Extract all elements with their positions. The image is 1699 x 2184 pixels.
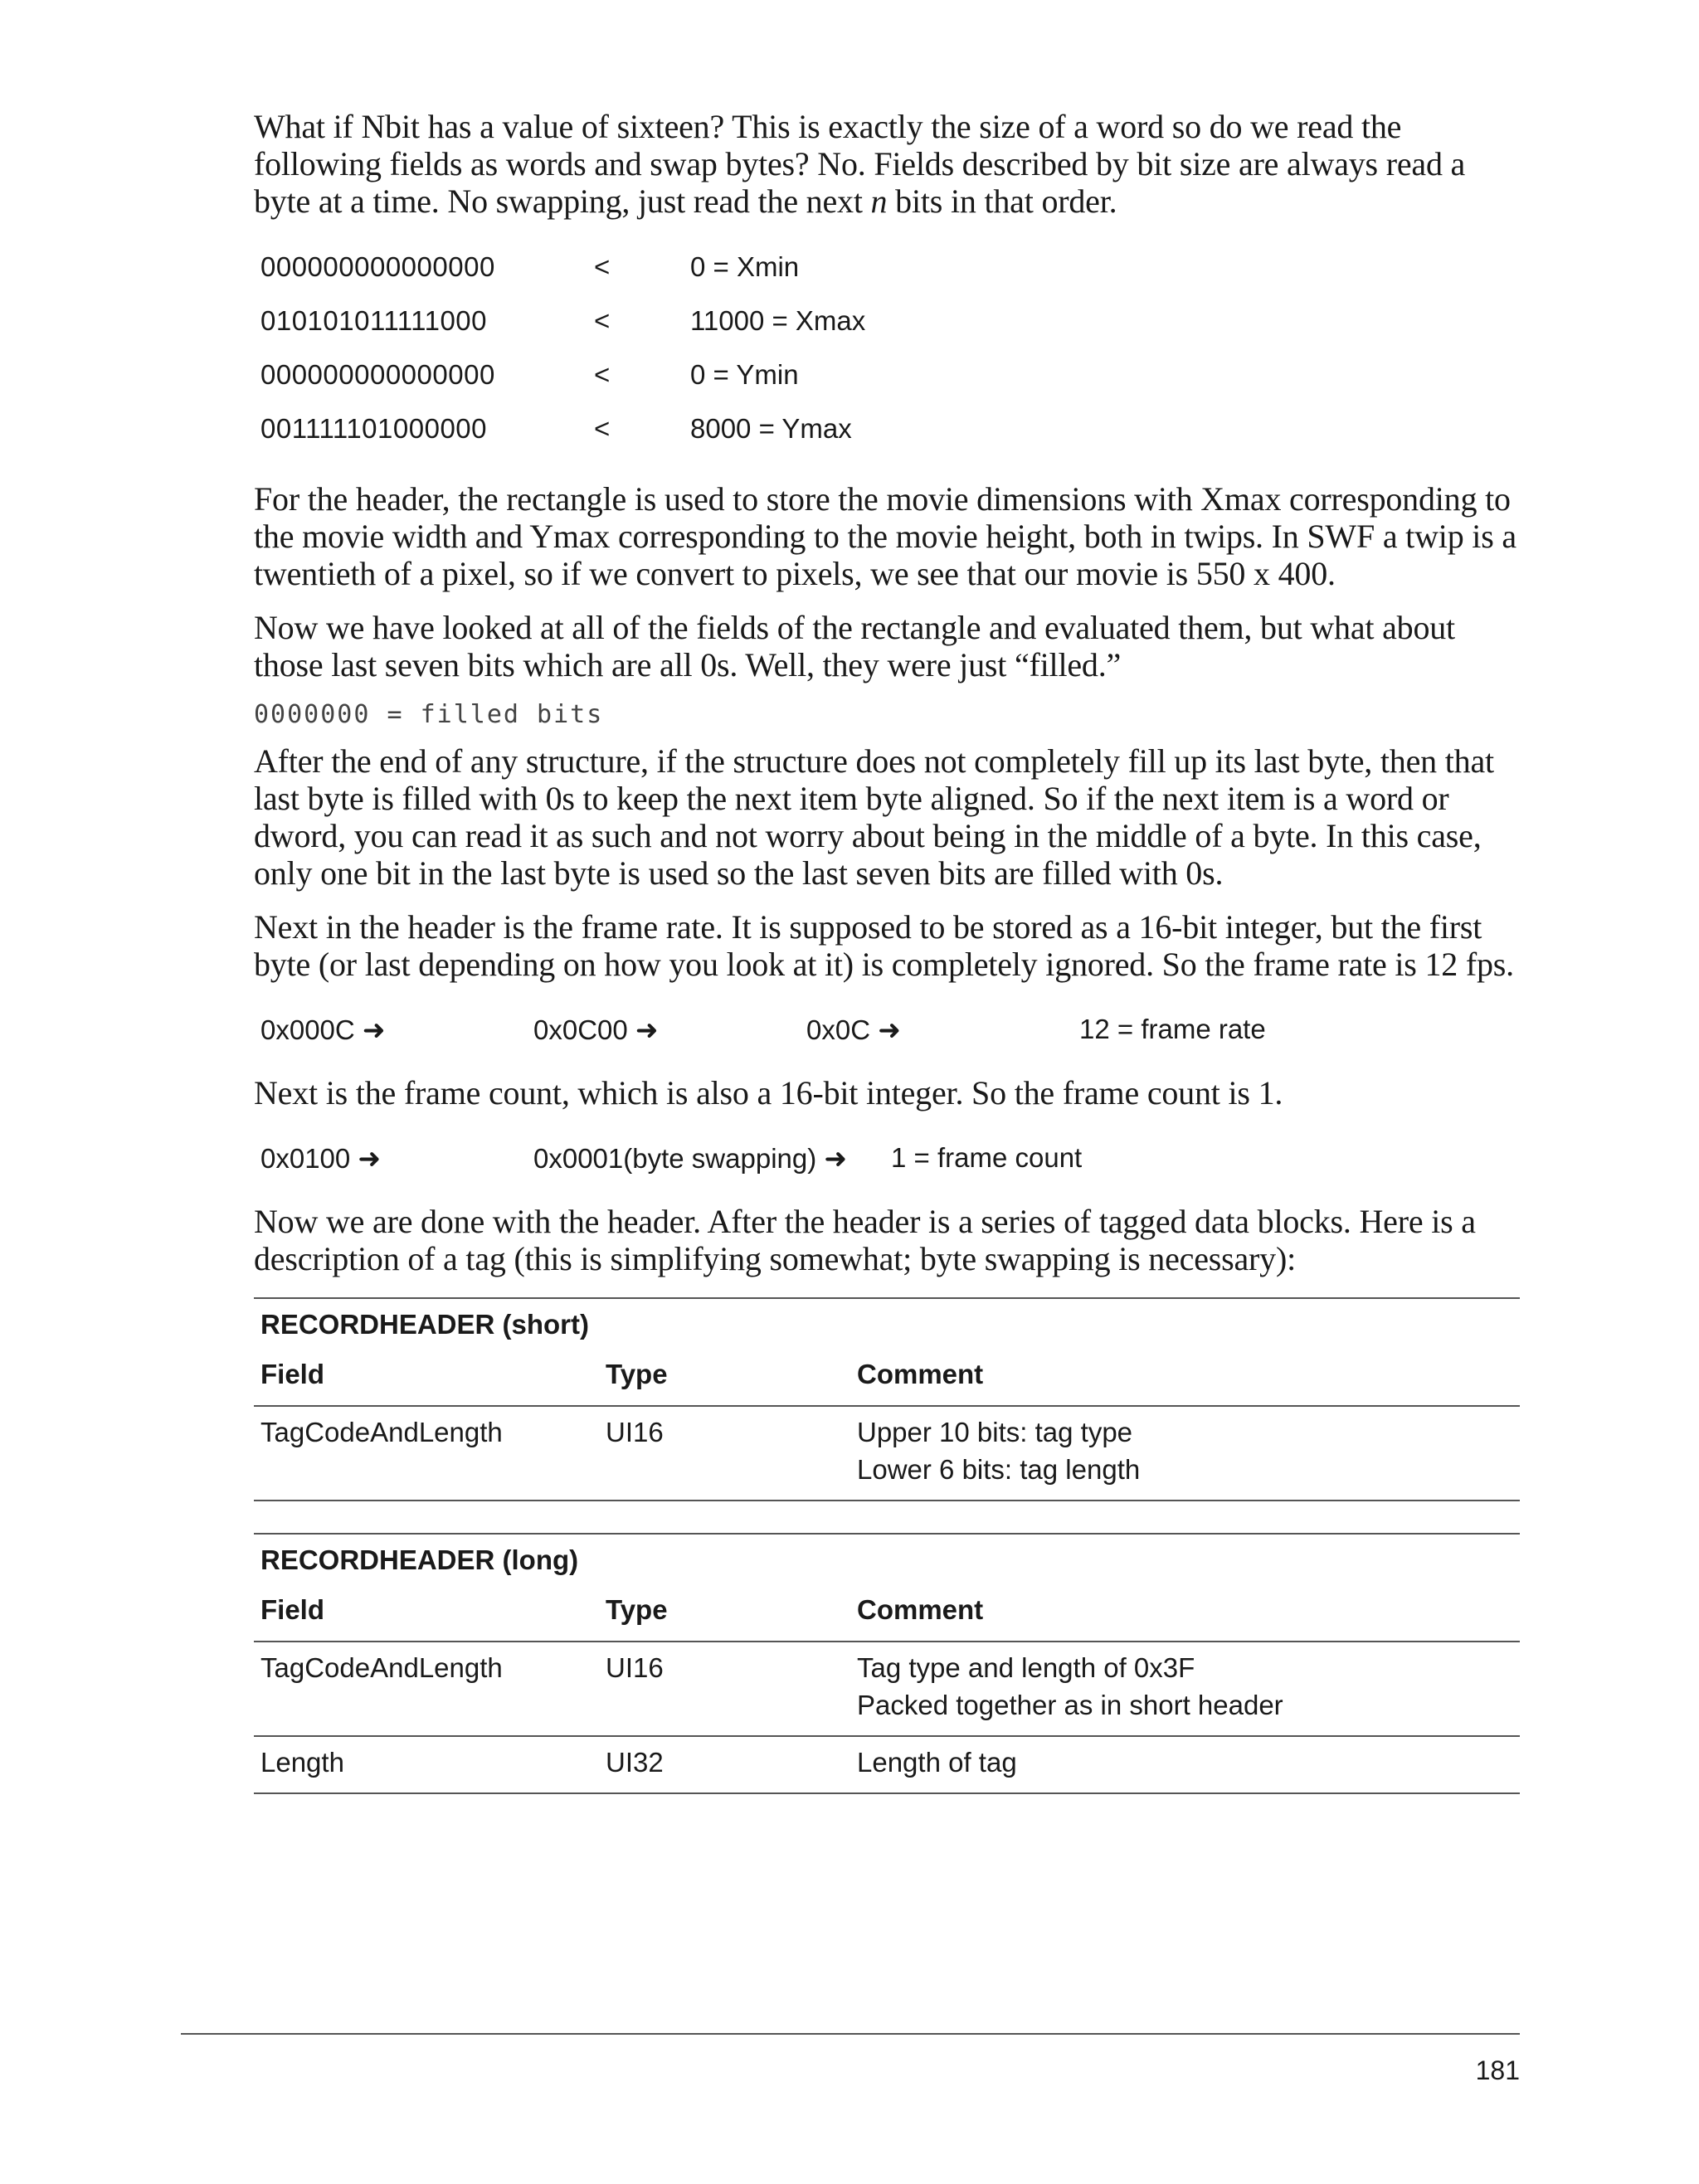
column-header-comment: Comment — [850, 1352, 1520, 1406]
table-row — [254, 1642, 1520, 1736]
paragraph-nbit — [254, 108, 1520, 220]
column-header-field: Field — [254, 1588, 599, 1642]
conv-result: 1 = frame count — [891, 1142, 1083, 1173]
paragraph-text: What if Nbit has a value of sixteen? This is exactly the size of a word so do we read the following fields as words and swap bytes? No. Fields described by bit size are always read a byte at a time. No swapping, just read the next — [254, 108, 1466, 220]
paragraph-frame-rate: Next in the header is the frame rate. It is supposed to be stored as a 16-bit integer, but the first byte (or last depending on how you look at it) is completely ignored. So the frame rate is 12 fps. — [254, 908, 1514, 983]
recordheader-long-table — [254, 1533, 1520, 1794]
table-row — [254, 1736, 1520, 1793]
page-number: 181 — [1475, 2055, 1520, 2085]
conv-step: 0x0C ➜ — [806, 1014, 901, 1045]
frame-count-conversion — [260, 1141, 1520, 1175]
decoded-value: 11000 = Xmax — [690, 304, 866, 336]
bits-value: 000000000000000 — [260, 251, 495, 282]
conv-step: 0x000C ➜ — [260, 1014, 386, 1045]
arrow-glyph: < — [594, 412, 611, 444]
paragraph-tags: Now we are done with the header. After the header is a series of tagged data blocks. Here is a description of a tag (this is simplifying somewhat; byte swapping is necessary): — [254, 1203, 1476, 1277]
paragraph-byte-aligned: After the end of any structure, if the structure does not completely fill up its last byte, then that last byte is filled with 0s to keep the next item byte aligned. So if the next item is a word or dword, you can read it as such and not worry about being in the middle of a byte. In this case, only one bit in the last byte is used so the last seven bits are filled with 0s. — [254, 742, 1494, 892]
bits-row-ymin — [260, 348, 1520, 401]
table-row — [254, 1406, 1520, 1501]
arrow-glyph: < — [594, 358, 611, 390]
conv-step: 0x0C00 ➜ — [533, 1014, 659, 1045]
recordheader-short-table — [254, 1297, 1520, 1501]
paragraph-dimensions: For the header, the rectangle is used to store the movie dimensions with Xmax corresponding to the movie width and Ymax corresponding to the movie height, both in twips. In SWF a twip is a twentieth of a pixel, so if we convert to pixels, we see that our movie is 550 x 400. — [254, 480, 1516, 592]
type-cell: UI32 — [599, 1736, 850, 1793]
paragraph-filled: Now we have looked at all of the fields of the rectangle and evaluated them, but what about those last seven bits which are all 0s. Well, they were just “filled.” — [254, 609, 1455, 683]
table-title-row — [254, 1534, 1520, 1588]
footer-rule — [181, 2033, 1520, 2035]
bits-row-ymax — [260, 401, 1520, 455]
bits-value: 010101011111000 — [260, 304, 487, 336]
filled-bits-code: 0000000 = filled bits — [254, 700, 604, 729]
column-header-type: Type — [599, 1588, 850, 1642]
field-cell: TagCodeAndLength — [254, 1406, 599, 1501]
field-cell: Length — [254, 1736, 599, 1793]
column-header-field: Field — [254, 1352, 599, 1406]
table-header-row — [254, 1352, 1520, 1406]
frame-rate-conversion — [260, 1013, 1520, 1046]
decoded-value: 8000 = Ymax — [690, 412, 852, 444]
column-header-type: Type — [599, 1352, 850, 1406]
conv-result: 12 = frame rate — [1079, 1014, 1266, 1044]
table-title: RECORDHEADER (long) — [254, 1534, 1520, 1588]
type-cell: UI16 — [599, 1406, 850, 1501]
arrow-glyph: < — [594, 304, 611, 336]
bits-row-xmin — [260, 240, 1520, 294]
rect-bits-listing — [260, 240, 1520, 455]
comment-cell: Length of tag — [850, 1736, 1520, 1793]
page-content — [254, 108, 1520, 1794]
column-header-comment: Comment — [850, 1588, 1520, 1642]
bits-value: 001111101000000 — [260, 412, 487, 444]
paragraph-frame-count: Next is the frame count, which is also a 16-bit integer. So the frame count is 1. — [254, 1074, 1283, 1111]
arrow-glyph: < — [594, 251, 611, 282]
decoded-value: 0 = Ymin — [690, 358, 799, 390]
decoded-value: 0 = Xmin — [690, 251, 800, 282]
comment-cell — [850, 1406, 1520, 1501]
comment-line: Upper 10 bits: tag type — [857, 1417, 1133, 1447]
comment-line: Lower 6 bits: tag length — [857, 1454, 1141, 1485]
type-cell: UI16 — [599, 1642, 850, 1736]
field-cell: TagCodeAndLength — [254, 1642, 599, 1736]
table-header-row — [254, 1588, 1520, 1642]
conv-step: 0x0100 ➜ — [260, 1142, 382, 1174]
bits-row-xmax — [260, 294, 1520, 348]
table-title-row — [254, 1298, 1520, 1352]
bits-value: 000000000000000 — [260, 358, 495, 390]
emphasis-n: n — [870, 182, 888, 220]
comment-cell — [850, 1642, 1520, 1736]
comment-line: Packed together as in short header — [857, 1690, 1283, 1720]
table-title: RECORDHEADER (short) — [254, 1298, 1520, 1352]
paragraph-text: bits in that order. — [887, 182, 1117, 220]
conv-step: 0x0001(byte swapping) ➜ — [533, 1142, 848, 1174]
comment-line: Tag type and length of 0x3F — [857, 1652, 1195, 1683]
